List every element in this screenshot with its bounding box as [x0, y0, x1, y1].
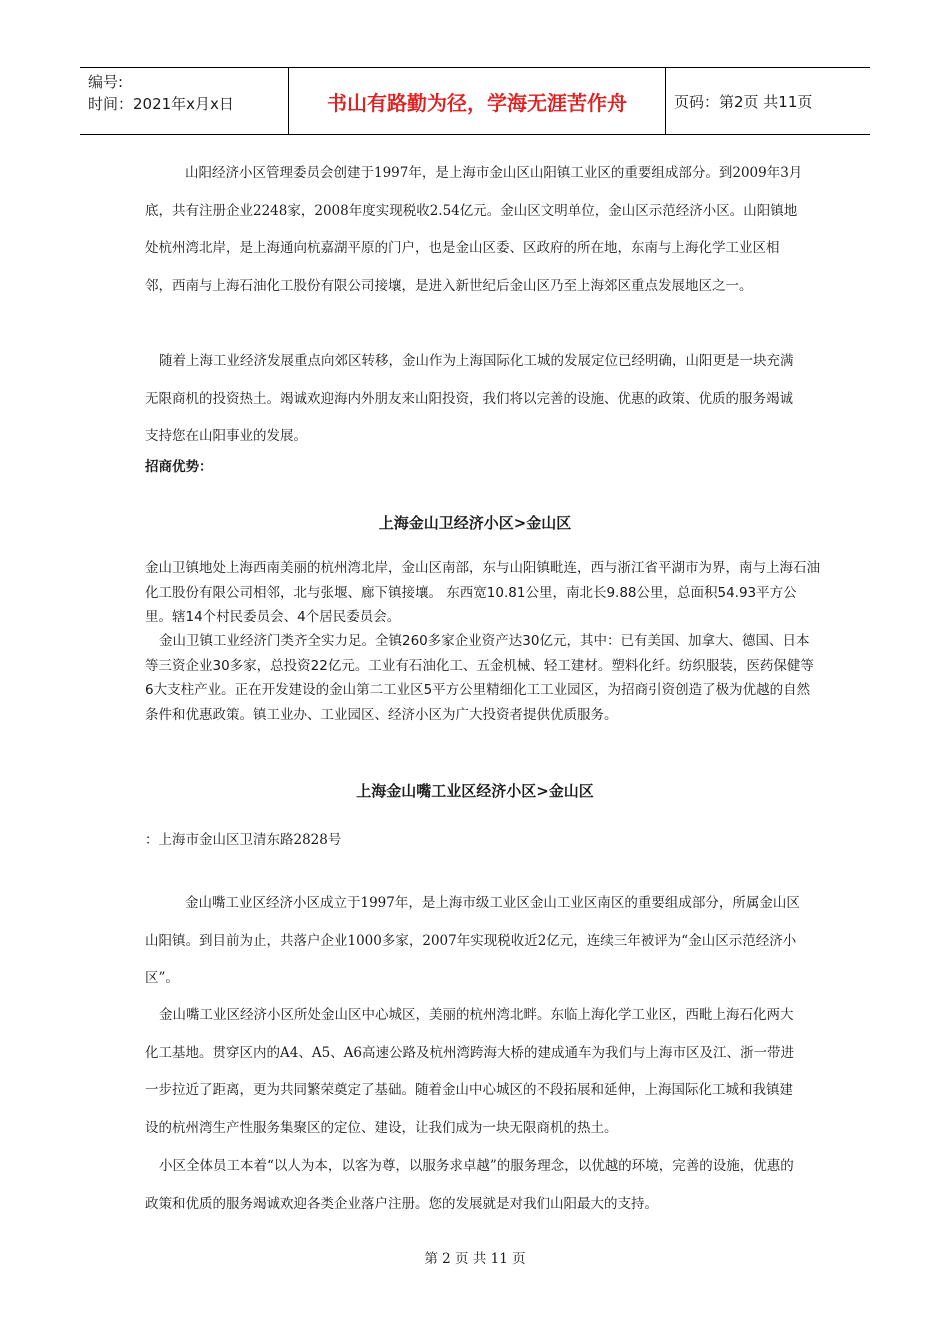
page-footer: 第 2 页 共 11 页 [424, 1251, 526, 1267]
jinshanzui-paragraph-1: 金山嘴工业区经济小区成立于1997年，是上海市级工业区金山工业区南区的重要组成部分，所属金山区山阳镇。到目前为止，共落户企业1000多家，2007年实现税收近2亿元，连续三年被评为“金山区示范经济小区”。 [145, 895, 800, 986]
header-page-label: 页码：第2页 共11页 [674, 92, 813, 111]
intro-paragraph-2: 随着上海工业经济发展重点向郊区转移，金山作为上海国际化工城的发展定位已经明确，山阳更是一块充满无限商机的投资热土。竭诚欢迎海内外朋友来山阳投资，我们将以完善的设施、优惠的政策、优质的服务竭诚支持您在山阳事业的发展。 [145, 353, 794, 444]
jinshanwei-paragraph-2: 金山卫镇工业经济门类齐全实力足。全镇260多家企业资产达30亿元，其中：已有美国、加拿大、德国、日本等三资企业30多家，总投资22亿元。工业有石油化工、五金机械、轻工建材。塑料化纤。纺织服装，医药保健等6大支柱产业。正在开发建设的金山第二工业区5平方公里精细化工工业园区，为招商引资创造了极为优越的自然条件和优惠政策。镇工业办、工业园区、经济小区为广大投资者提供优质服务。 [145, 633, 814, 723]
jinshanwei-paragraph-1: 金山卫镇地处上海西南美丽的杭州湾北岸，金山区南部，东与山阳镇毗连，西与浙江省平湖市为界，南与上海石油化工股份有限公司相邻，北与张堰、廊下镇接壤。 东西宽10.81公里，南北长9.88公里，总面积54.93平方公里。辖14个村民委员会、4个居民委员会。 [145, 560, 820, 625]
jinshanzui-paragraph-3: 小区全体员工本着“以人为本，以客为尊，以服务求卓越”的服务理念，以优越的环境，完善的设施，优惠的政策和优质的服务竭诚欢迎各类企业落户注册。您的发展就是对我们山阳最大的支持。 [145, 1158, 794, 1212]
intro-paragraph-1: 山阳经济小区管理委员会创建于1997年，是上海市金山区山阳镇工业区的重要组成部分。到2009年3月底，共有注册企业2248家，2008年度实现税收2.54亿元。金山区文明单位，金山区示范经济小区。山阳镇地处杭州湾北岸，是上海通向杭嘉湖平原的门户，也是金山区委、区政府的所在地，东南与上海化学工业区相邻，西南与上海石油化工股份有限公司接壤，是进入新世纪后金山区乃至上海郊区重点发展地区之一。 [145, 165, 803, 294]
section-title-jinshanzui: 上海金山嘴工业区经济小区>金山区 [356, 782, 594, 800]
number-label: 编号: [88, 73, 124, 91]
time-label: 时间：2021年x月x日 [88, 95, 234, 113]
investment-advantages-label: 招商优势： [145, 459, 213, 475]
header-meta [80, 68, 289, 134]
address-line: ：上海市金山区卫清东路2828号 [145, 832, 342, 848]
header-motto: 书山有路勤为径，学海无涯苦作舟 [289, 68, 666, 134]
jinshanzui-paragraph-2: 金山嘴工业区经济小区所处金山区中心城区，美丽的杭州湾北畔。东临上海化学工业区，西毗上海石化两大化工基地。贯穿区内的A4、A5、A6高速公路及杭州湾跨海大桥的建成通车为我们与上海市区及江、浙一带进一步拉近了距离，更为共同繁荣奠定了基础。随着金山中心城区的不段拓展和延伸，上海国际化工城和我镇建设的杭州湾生产性服务集聚区的定位、建设，让我们成为一块无限商机的热土。 [145, 1007, 795, 1136]
section-title-jinshanwei: 上海金山卫经济小区>金山区 [378, 514, 572, 532]
page-header [80, 67, 870, 135]
